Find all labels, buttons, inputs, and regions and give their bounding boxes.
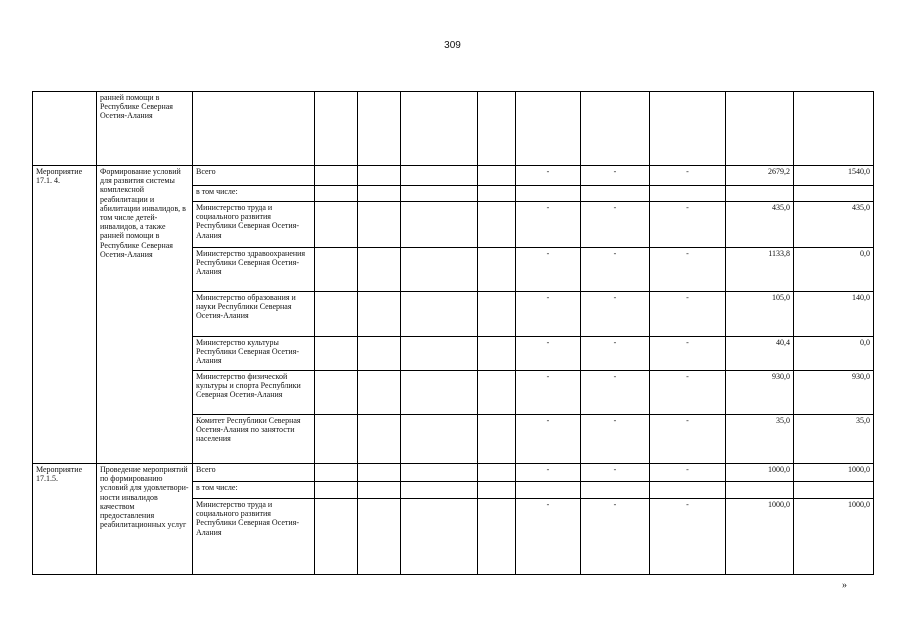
value-cell: - [581, 415, 650, 464]
executor-cell: Министерство физической культуры и спорта Республики Северная Осетия-Алания [193, 371, 315, 415]
table-row [33, 92, 874, 166]
table-row [33, 464, 874, 482]
executor-cell: Всего [193, 166, 315, 186]
value-cell: 1000,0 [726, 499, 794, 575]
measure-name-cell: Формирование условий для развития системы комплексной реабилитации и абилитации инвалидов, в том числе детей-инвалидов, а также ранней помощи в Республике Северная Осетия-Алания [97, 166, 193, 464]
executor-cell: в том числе: [193, 186, 315, 202]
executor-cell: Комитет Республики Северная Осетия-Алания по занятости населения [193, 415, 315, 464]
value-cell: - [650, 415, 726, 464]
value-cell: 0,0 [794, 337, 874, 371]
executor-cell: Всего [193, 464, 315, 482]
value-cell: - [516, 202, 581, 248]
value-cell: - [516, 248, 581, 292]
measure-name-cell: ранней помощи в Республике Северная Осетия-Алания [97, 92, 193, 166]
executor-cell: Министерство труда и социального развития Республики Северная Осетия-Алания [193, 202, 315, 248]
budget-table [32, 91, 874, 575]
executor-cell: Министерство культуры Республики Северная Осетия-Алания [193, 337, 315, 371]
value-cell: 435,0 [726, 202, 794, 248]
value-cell: 2679,2 [726, 166, 794, 186]
value-cell: - [516, 499, 581, 575]
value-cell: 140,0 [794, 292, 874, 337]
value-cell: - [516, 292, 581, 337]
value-cell: - [581, 166, 650, 186]
value-cell: - [650, 166, 726, 186]
value-cell: 930,0 [794, 371, 874, 415]
value-cell: - [516, 415, 581, 464]
value-cell: - [581, 248, 650, 292]
value-cell: 105,0 [726, 292, 794, 337]
value-cell: - [516, 464, 581, 482]
value-cell: 1000,0 [794, 499, 874, 575]
value-cell: 1000,0 [726, 464, 794, 482]
measure-id-cell: Мероприятие 17.1. 4. [33, 166, 97, 464]
value-cell: - [650, 337, 726, 371]
executor-cell: в том числе: [193, 482, 315, 499]
value-cell: - [581, 292, 650, 337]
executor-cell: Министерство труда и социального развития Республики Северная Осетия-Алания [193, 499, 315, 575]
value-cell: - [581, 464, 650, 482]
table-row [33, 166, 874, 186]
value-cell: 435,0 [794, 202, 874, 248]
value-cell: 930,0 [726, 371, 794, 415]
value-cell: - [516, 337, 581, 371]
measure-id-cell [33, 92, 97, 166]
value-cell: - [581, 499, 650, 575]
value-cell: - [650, 202, 726, 248]
value-cell: 35,0 [794, 415, 874, 464]
value-cell: 1540,0 [794, 166, 874, 186]
value-cell: - [581, 337, 650, 371]
value-cell: - [650, 292, 726, 337]
value-cell: 0,0 [794, 248, 874, 292]
value-cell: - [650, 371, 726, 415]
value-cell: 35,0 [726, 415, 794, 464]
value-cell: - [581, 202, 650, 248]
executor-cell: Министерство здравоохранения Республики Северная Осетия-Алания [193, 248, 315, 292]
measure-id-cell: Мероприятие 17.1.5. [33, 464, 97, 575]
closing-quote-mark: » [842, 580, 847, 591]
value-cell: - [650, 499, 726, 575]
value-cell: 1000,0 [794, 464, 874, 482]
measure-name-cell: Проведение мероприятий по формированию условий для удовлетвори-ности инвалидов качеством предоставления реабилитационных услуг [97, 464, 193, 575]
value-cell: - [581, 371, 650, 415]
executor-cell: Министерство образования и науки Республики Северная Осетия-Алания [193, 292, 315, 337]
value-cell: 40,4 [726, 337, 794, 371]
value-cell: - [516, 166, 581, 186]
value-cell: - [516, 371, 581, 415]
value-cell: 1133,8 [726, 248, 794, 292]
page-number: 309 [444, 40, 461, 51]
value-cell: - [650, 248, 726, 292]
value-cell: - [650, 464, 726, 482]
